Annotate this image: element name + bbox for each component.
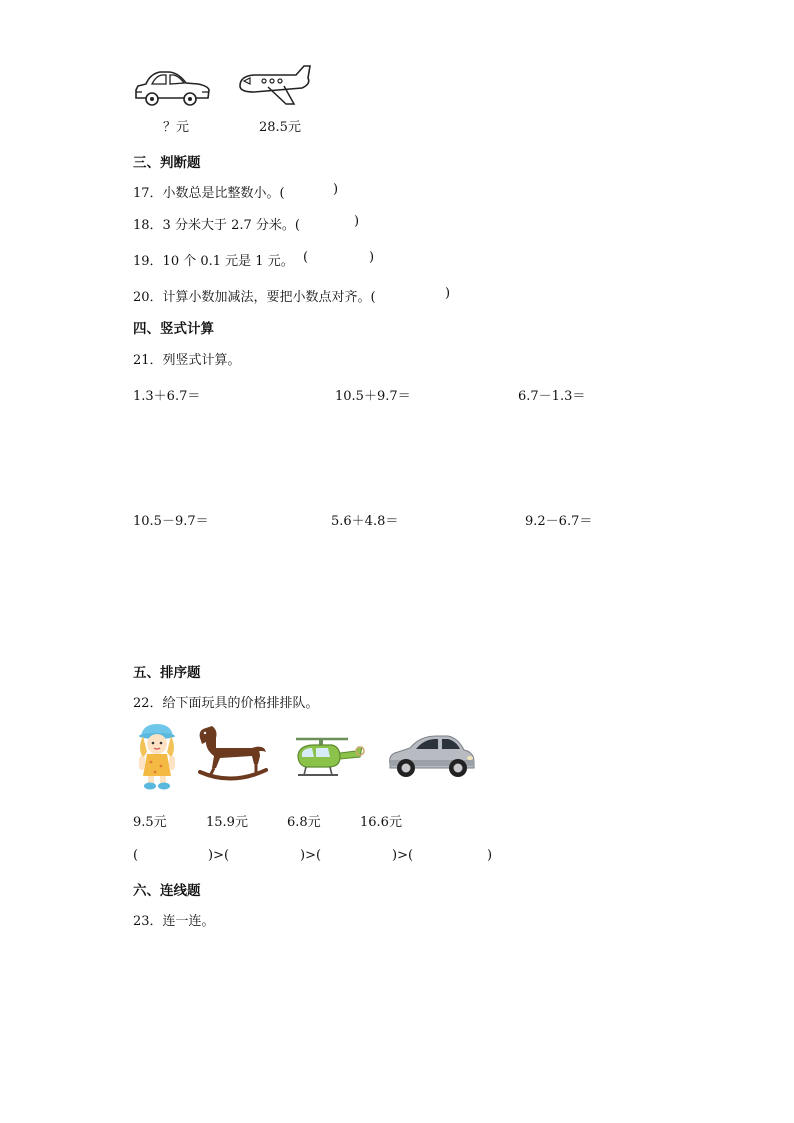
section6-title: 六、连线题 (133, 883, 201, 899)
toy-car-icon (132, 66, 212, 110)
order-separator: )>( (208, 848, 230, 863)
expression: 9.2－6.7＝ (525, 514, 593, 529)
order-open: ( (133, 848, 139, 863)
expression: 1.3＋6.7＝ (133, 389, 201, 404)
question-23: 23．连一连。 (133, 914, 215, 929)
toy-price: 6.8元 (287, 815, 321, 830)
question-20: 20．计算小数加减法，要把小数点对齐。( (133, 290, 376, 305)
order-close: ) (487, 848, 493, 863)
expression: 6.7－1.3＝ (518, 389, 586, 404)
section3-title: 三、判断题 (133, 155, 201, 171)
question-19-open: ( (303, 250, 309, 265)
question-19: 19．10 个 0.1 元是 1 元。 (133, 254, 294, 269)
toy-price: 16.6元 (360, 815, 402, 830)
order-separator: )>( (392, 848, 414, 863)
question-18: 18．3 分米大于 2.7 分米。( (133, 218, 300, 233)
question-21: 21．列竖式计算。 (133, 353, 241, 368)
airplane-price: 28.5元 (259, 120, 301, 135)
car-icon (386, 730, 476, 782)
question-19-close: ) (369, 250, 375, 265)
rocking-horse-icon (196, 726, 268, 784)
toy-price: 15.9元 (206, 815, 248, 830)
car-price: ？元 (163, 120, 190, 135)
question-17-close: ) (333, 182, 339, 197)
section5-title: 五、排序题 (133, 665, 201, 681)
question-17: 17．小数总是比整数小。( (133, 186, 285, 201)
toy-price: 9.5元 (133, 815, 167, 830)
question-20-close: ) (445, 286, 451, 301)
expression: 5.6＋4.8＝ (331, 514, 399, 529)
helicopter-icon (292, 733, 364, 781)
section4-title: 四、竖式计算 (133, 321, 214, 337)
airplane-icon (236, 64, 314, 106)
expression: 10.5－9.7＝ (133, 514, 209, 529)
order-separator: )>( (300, 848, 322, 863)
doll-icon (133, 722, 183, 790)
question-18-close: ) (354, 214, 360, 229)
expression: 10.5＋9.7＝ (335, 389, 411, 404)
question-22: 22．给下面玩具的价格排排队。 (133, 696, 319, 711)
